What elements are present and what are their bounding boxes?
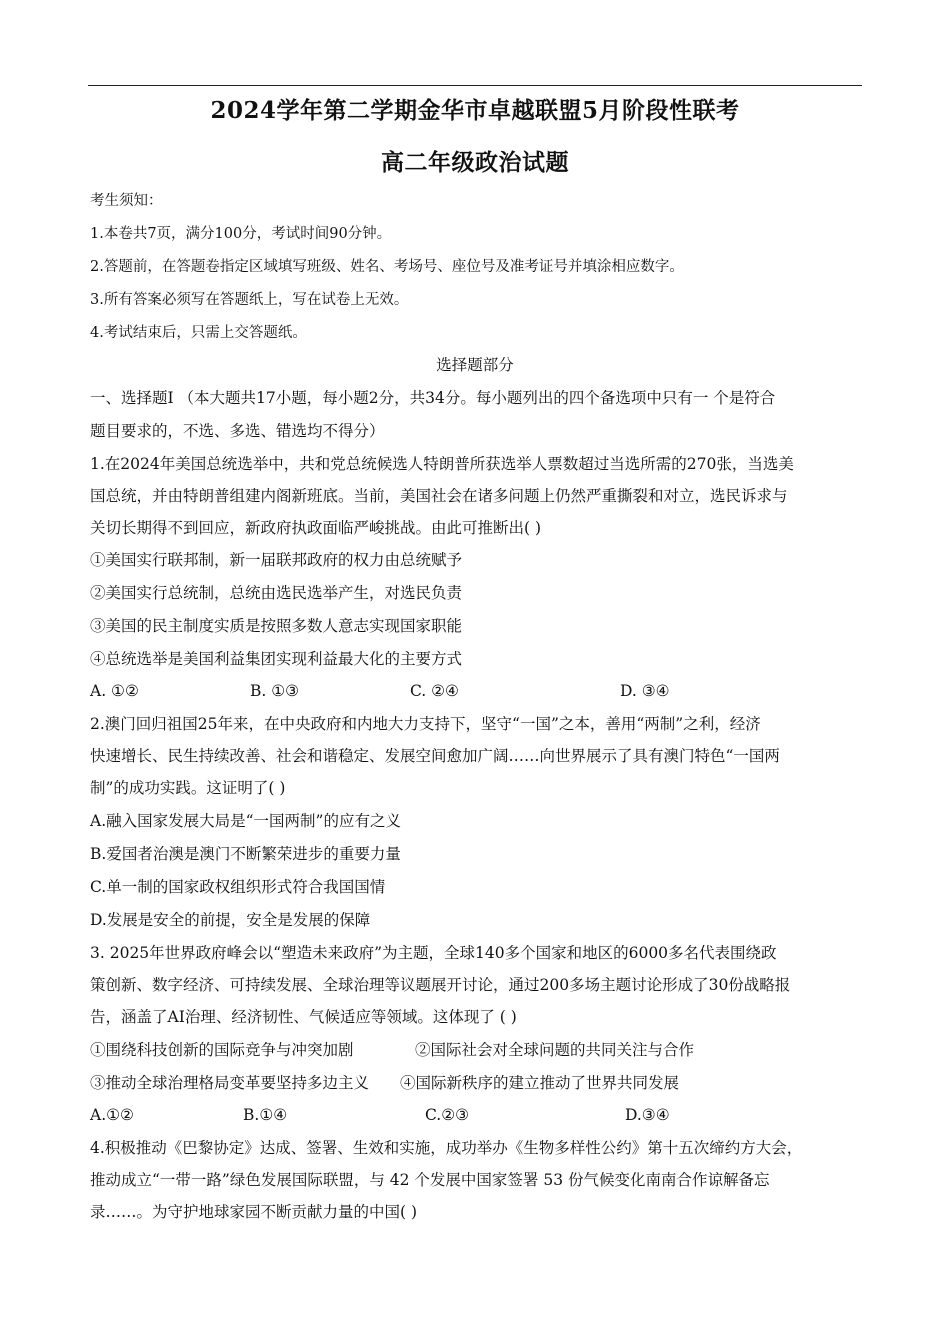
- notice-item: 1.本卷共7页，满分100分，考试时间90分钟。: [90, 226, 392, 242]
- question-1-stem: 1.在2024年美国总统选举中，共和党总统候选人特朗普所获选举人票数超过当选所需的270张，当选美: [90, 455, 794, 473]
- question-3-option-b: B.①④: [243, 1106, 288, 1124]
- question-3-option-c: C.②③: [425, 1106, 470, 1124]
- notice-item: 2.答题前，在答题卷指定区域填写班级、姓名、考场号、座位号及准考证号并填涂相应数字。: [90, 259, 684, 275]
- section-instruction: 题目要求的，不选、多选、错选均不得分）: [90, 422, 385, 440]
- question-2-option-d: D.发展是安全的前提，安全是发展的保障: [90, 911, 371, 929]
- question-3-statement: ①围绕科技创新的国际竞争与冲突加剧: [90, 1041, 354, 1059]
- question-3-statement: ②国际社会对全球问题的共同关注与合作: [415, 1041, 695, 1059]
- question-3-statement: ④国际新秩序的建立推动了世界共同发展: [400, 1074, 680, 1092]
- question-1-stem: 国总统，并由特朗普组建内阁新班底。当前，美国社会在诸多问题上仍然严重撕裂和对立，选民诉求与: [90, 487, 788, 505]
- question-1-option-a: A. ①②: [90, 682, 139, 700]
- question-4-stem: 推动成立“一带一路”绿色发展国际联盟，与 42 个发展中国家签署 53 份气候变化南南合作谅解备忘: [90, 1171, 770, 1189]
- question-2-option-b: B.爱国者治澳是澳门不断繁荣进步的重要力量: [90, 845, 401, 863]
- question-1-statement: ③美国的民主制度实质是按照多数人意志实现国家职能: [90, 617, 463, 635]
- question-1-option-d: D. ③④: [620, 682, 670, 700]
- header-rule: [88, 85, 862, 86]
- section-instruction: 一、选择题Ⅰ （本大题共17小题，每小题2分，共34分。每小题列出的四个备选项中只有一 个是符合: [90, 389, 776, 407]
- question-3-option-a: A.①②: [90, 1106, 134, 1124]
- question-4-stem: 录……。为守护地球家园不断贡献力量的中国( ): [90, 1203, 418, 1221]
- question-2-option-c: C.单一制的国家政权组织形式符合我国国情: [90, 878, 386, 896]
- notice-item: 4.考试结束后，只需上交答题纸。: [90, 325, 307, 341]
- exam-title: 2024学年第二学期金华市卓越联盟5月阶段性联考: [210, 97, 740, 124]
- question-4-stem: 4.积极推动《巴黎协定》达成、签署、生效和实施，成功举办《生物多样性公约》第十五次缔约方大会，: [90, 1139, 803, 1157]
- question-2-option-a: A.融入国家发展大局是“一国两制”的应有之义: [90, 812, 401, 830]
- question-1-statement: ④总统选举是美国利益集团实现利益最大化的主要方式: [90, 650, 463, 668]
- question-3-stem: 告，涵盖了AI治理、经济韧性、气候适应等领域。这体现了 ( ): [90, 1008, 517, 1026]
- question-1-option-b: B. ①③: [250, 682, 300, 700]
- question-1-statement: ①美国实行联邦制，新一届联邦政府的权力由总统赋予: [90, 551, 463, 569]
- question-3-stem: 策创新、数字经济、可持续发展、全球治理等议题展开讨论，通过200多场主题讨论形成了30份战略报: [90, 976, 791, 994]
- question-3-option-d: D.③④: [625, 1106, 670, 1124]
- notice-item: 3.所有答案必须写在答题纸上，写在试卷上无效。: [90, 292, 409, 308]
- notice-heading: 考生须知：: [90, 193, 163, 209]
- section-title: 选择题部分: [436, 356, 514, 374]
- question-2-stem: 2.澳门回归祖国25年来，在中央政府和内地大力支持下，坚守“一国”之本，善用“两制”之利，经济: [90, 715, 761, 733]
- question-2-stem: 快速增长、民生持续改善、社会和谐稳定、发展空间愈加广阔……向世界展示了具有澳门特色“一国两: [90, 747, 780, 765]
- question-1-stem: 关切长期得不到回应，新政府执政面临严峻挑战。由此可推断出( ): [90, 519, 542, 537]
- question-1-statement: ②美国实行总统制，总统由选民选举产生，对选民负责: [90, 584, 463, 602]
- question-1-option-c: C. ②④: [410, 682, 459, 700]
- question-3-statement: ③推动全球治理格局变革要坚持多边主义: [90, 1074, 370, 1092]
- exam-subtitle: 高二年级政治试题: [381, 149, 569, 176]
- question-3-stem: 3. 2025年世界政府峰会以“塑造未来政府”为主题，全球140多个国家和地区的6000多名代表围绕政: [90, 944, 777, 962]
- question-2-stem: 制”的成功实践。这证明了( ): [90, 779, 286, 797]
